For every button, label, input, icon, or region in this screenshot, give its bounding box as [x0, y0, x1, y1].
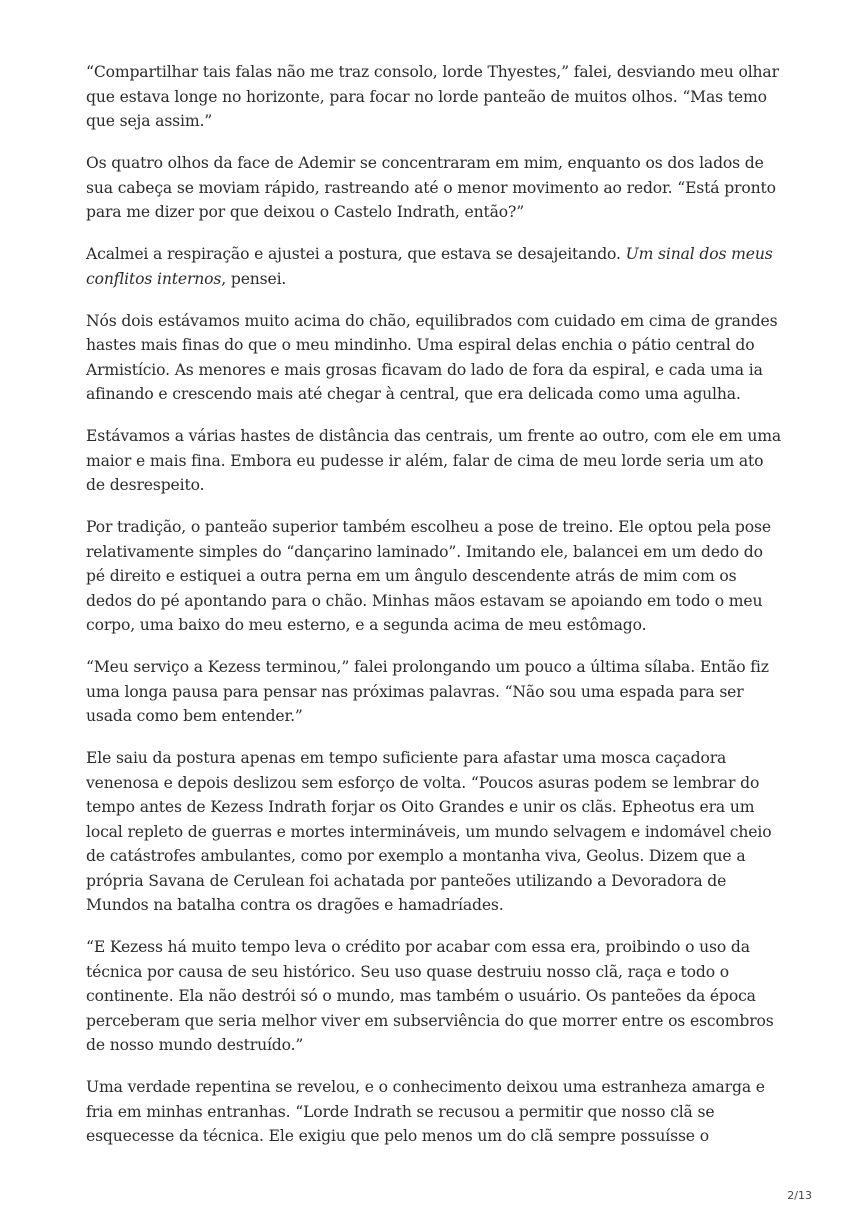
paragraph-5: Estávamos a várias hastes de distância das centrais, um frente ao outro, com ele em uma maior e mais fina. Embora eu pudesse ir além, falar de cima de meu lorde seria um ato de desrespeito. — [86, 427, 782, 494]
paragraph-2: Os quatro olhos da face de Ademir se concentraram em mim, enquanto os dos lados de sua cabeça se moviam rápido, rastreando até o menor movimento ao redor. “Está pronto para me dizer por que deixou o Castelo Indrath, então?” — [86, 154, 776, 221]
page-number: 2/13 — [787, 1189, 812, 1202]
paragraph-3-italic-thought: Um sinal dos meus conflitos internos — [86, 245, 773, 288]
paragraph-3-text-before: Acalmei a respiração e ajustei a postura, que estava se desajeitando. — [86, 245, 626, 263]
paragraph-10: Uma verdade repentina se revelou, e o conhecimento deixou uma estranheza amarga e fria em minhas entranhas. “Lorde Indrath se recusou a permitir que nosso clã se esquecesse da técnica. Ele exigiu que pelo menos um do clã sempre possuísse o — [86, 1078, 765, 1145]
paragraph-1: “Compartilhar tais falas não me traz consolo, lorde Thyestes,” falei, desviando meu olhar que estava longe no horizonte, para focar no lorde panteão de muitos olhos. “Mas temo que seja assim.” — [86, 63, 779, 130]
paragraph-8: Ele saiu da postura apenas em tempo suficiente para afastar uma mosca caçadora venenosa e depois deslizou sem esforço de volta. “Poucos asuras podem se lembrar do tempo antes de Kezess Indrath forjar os Oito Grandes e unir os clãs. Epheotus era um local repleto de guerras e mortes intermináveis, um mundo selvagem e indomável cheio de catástrofes ambulantes, como por exemplo a montanha viva, Geolus. Dizem que a própria Savana de Cerulean foi achatada por panteões utilizando a Devoradora de Mundos na batalha contra os dragões e hamadríades. — [86, 749, 772, 914]
paragraph-9: “E Kezess há muito tempo leva o crédito por acabar com essa era, proibindo o uso da técnica por causa de seu histórico. Seu uso quase destruiu nosso clã, raça e todo o continente. Ela não destrói só o mundo, mas também o usuário. Os panteões da época perceberam que seria melhor viver em subserviência do que morrer entre os escombros de nosso mundo destruído.” — [86, 938, 774, 1054]
paragraph-7: “Meu serviço a Kezess terminou,” falei prolongando um pouco a última sílaba. Então fiz uma longa pausa para pensar nas próximas palavras. “Não sou uma espada para ser usada como bem entender.” — [86, 658, 769, 725]
paragraph-6: Por tradição, o panteão superior também escolheu a pose de treino. Ele optou pela pose relativamente simples do “dançarino laminado”. Imitando ele, balancei em um dedo do pé direito e estiquei a outra perna em um ângulo descendente atrás de mim com os dedos do pé apontando para o chão. Minhas mãos estavam se apoiando em todo o meu corpo, uma baixo do meu esterno, e a segunda acima de meu estômago. — [86, 518, 771, 634]
paragraph-3-text-after: , pensei. — [221, 269, 287, 288]
paragraph-4: Nós dois estávamos muito acima do chão, equilibrados com cuidado em cima de grandes hastes mais finas do que o meu mindinho. Uma espiral delas enchia o pátio central do Armistício. As menores e mais grosas ficavam do lado de fora da espiral, e cada uma ia afinando e crescendo mais até chegar à central, que era delicada como uma agulha. — [86, 311, 778, 403]
paragraph-3 — [86, 242, 786, 291]
document-page — [86, 60, 786, 1166]
